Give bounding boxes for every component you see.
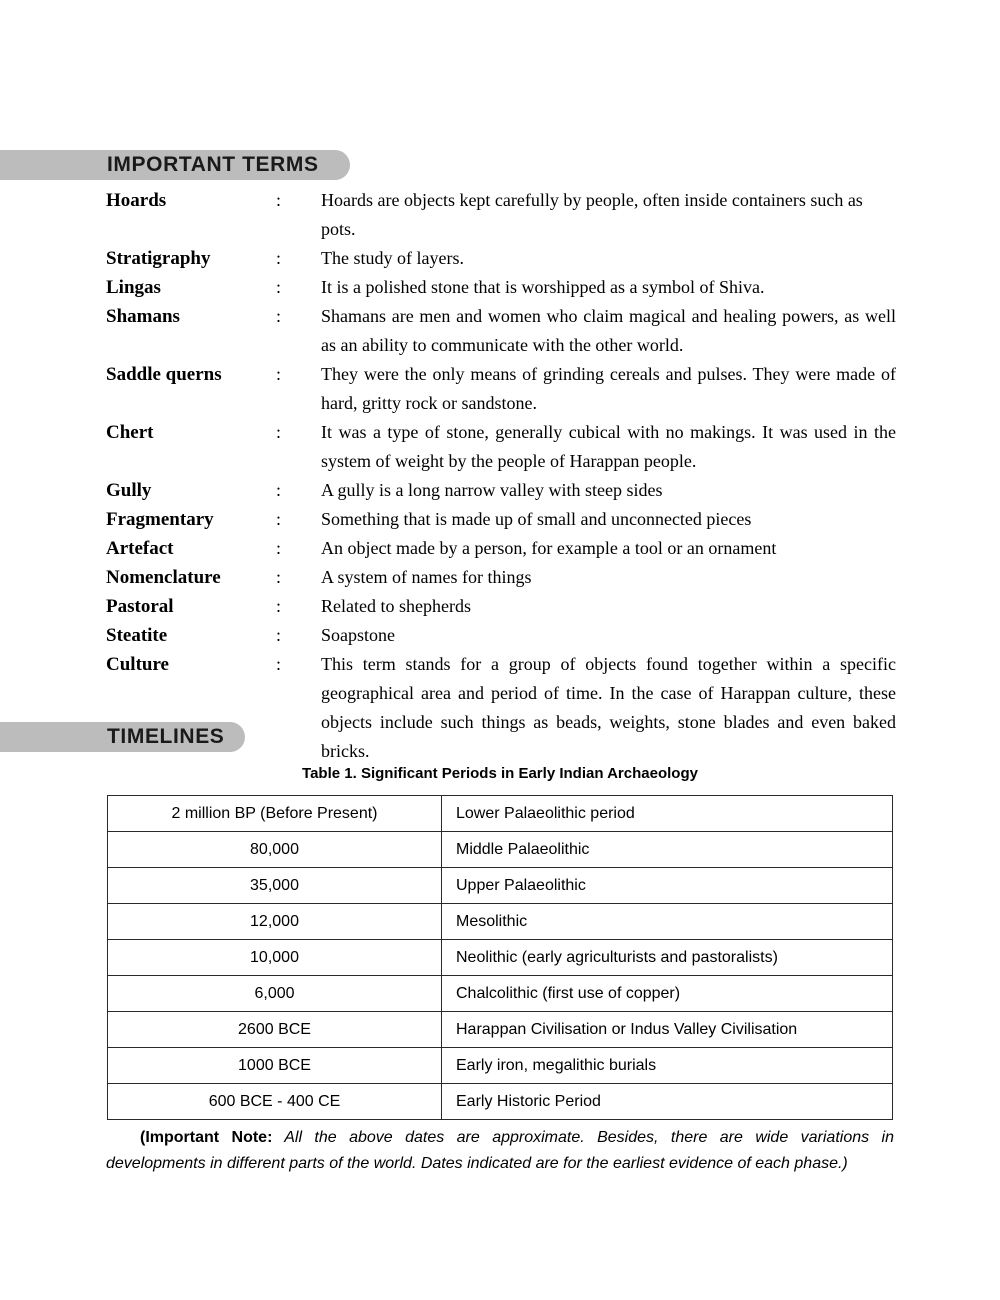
term-row [106, 360, 896, 418]
term-definition: Soapstone [321, 625, 395, 645]
term-name: Lingas [106, 277, 161, 298]
table-cell-date: 1000 BCE [108, 1048, 442, 1084]
term-colon: : [276, 625, 282, 645]
table-cell-period: Chalcolithic (first use of copper) [442, 976, 893, 1012]
term-name: Artefact [106, 538, 174, 559]
table-caption: Table 1. Significant Periods in Early Indian Archaeology [302, 765, 698, 782]
table-cell-period: Middle Palaeolithic [442, 832, 893, 868]
term-colon: : [276, 654, 282, 674]
term-colon: : [276, 190, 282, 210]
term-definition: The study of layers. [321, 248, 464, 268]
table-cell-period: Upper Palaeolithic [442, 868, 893, 904]
timelines-table [107, 795, 893, 1120]
term-name: Stratigraphy [106, 248, 211, 269]
timelines-table-body [108, 796, 893, 1120]
table-cell-period: Lower Palaeolithic period [442, 796, 893, 832]
term-definition: Something that is made up of small and unconnected pieces [321, 509, 752, 529]
table-cell-period: Harappan Civilisation or Indus Valley Civilisation [442, 1012, 893, 1048]
section-banner-important-terms [0, 150, 350, 180]
table-cell-period: Early Historic Period [442, 1084, 893, 1120]
term-colon: : [276, 509, 282, 529]
table-row [108, 1084, 893, 1120]
term-name: Pastoral [106, 596, 174, 617]
term-colon: : [276, 306, 282, 326]
section-banner-timelines [0, 722, 245, 752]
term-definition: It is a polished stone that is worshipped as a symbol of Shiva. [321, 277, 765, 297]
term-name: Fragmentary [106, 509, 214, 530]
term-row [106, 621, 896, 650]
term-row [106, 273, 896, 302]
term-definition: An object made by a person, for example a tool or an ornament [321, 538, 777, 558]
term-name: Saddle querns [106, 364, 222, 385]
table-cell-date: 2600 BCE [108, 1012, 442, 1048]
table-row [108, 868, 893, 904]
table-cell-date: 10,000 [108, 940, 442, 976]
term-definition: They were the only means of grinding cereals and pulses. They were made of hard, gritty rock or sandstone. [321, 364, 896, 413]
term-name: Hoards [106, 190, 167, 211]
term-colon: : [276, 567, 282, 587]
table-cell-period: Neolithic (early agriculturists and pastoralists) [442, 940, 893, 976]
note-body-text: All the above dates are approximate. Besides, there are wide variations in developments in different parts of the world. Dates indicated are for the earliest evidence of each phase.) [106, 1129, 894, 1172]
term-definition: Hoards are objects kept carefully by people, often inside containers such as pots. [321, 190, 863, 239]
term-row [106, 592, 896, 621]
term-definition: This term stands for a group of objects found together within a specific geographical area and period of time. In the case of Harappan culture, these objects include such things as beads, weights, stone blades and even baked bricks. [321, 654, 896, 761]
term-row [106, 476, 896, 505]
term-colon: : [276, 596, 282, 616]
term-row [106, 418, 896, 476]
table-row [108, 796, 893, 832]
table-cell-period: Early iron, megalithic burials [442, 1048, 893, 1084]
important-note-paragraph [106, 1125, 894, 1177]
table-cell-date: 6,000 [108, 976, 442, 1012]
term-name: Gully [106, 480, 152, 501]
term-definition: Shamans are men and women who claim magical and healing powers, as well as an ability to communicate with the other world. [321, 306, 896, 355]
term-row [106, 302, 896, 360]
term-row [106, 244, 896, 273]
term-colon: : [276, 277, 282, 297]
table-cell-date: 12,000 [108, 904, 442, 940]
table-cell-period: Mesolithic [442, 904, 893, 940]
term-definition: A system of names for things [321, 567, 532, 587]
table-cell-date: 2 million BP (Before Present) [108, 796, 442, 832]
term-row [106, 186, 896, 244]
term-colon: : [276, 422, 282, 442]
term-colon: : [276, 248, 282, 268]
table-row [108, 1012, 893, 1048]
term-name: Chert [106, 422, 154, 443]
term-definition: A gully is a long narrow valley with steep sides [321, 480, 663, 500]
term-name: Nomenclature [106, 567, 221, 588]
term-name: Steatite [106, 625, 168, 646]
term-colon: : [276, 538, 282, 558]
term-row [106, 505, 896, 534]
note-lead-label: (Important Note: [140, 1129, 273, 1146]
table-cell-date: 80,000 [108, 832, 442, 868]
term-row [106, 563, 896, 592]
term-row [106, 534, 896, 563]
term-name: Culture [106, 654, 169, 675]
table-row [108, 1048, 893, 1084]
term-colon: : [276, 480, 282, 500]
term-name: Shamans [106, 306, 180, 327]
table-row [108, 904, 893, 940]
term-definition: It was a type of stone, generally cubical with no makings. It was used in the system of weight by the people of Harappan people. [321, 422, 896, 471]
term-definition: Related to shepherds [321, 596, 471, 616]
table-cell-date: 35,000 [108, 868, 442, 904]
term-colon: : [276, 364, 282, 384]
section-title-timelines: TIMELINES [107, 725, 225, 748]
table-cell-date: 600 BCE - 400 CE [108, 1084, 442, 1120]
table-row [108, 832, 893, 868]
section-title-important-terms: IMPORTANT TERMS [107, 153, 319, 176]
table-row [108, 940, 893, 976]
important-terms-list [106, 186, 896, 766]
table-row [108, 976, 893, 1012]
